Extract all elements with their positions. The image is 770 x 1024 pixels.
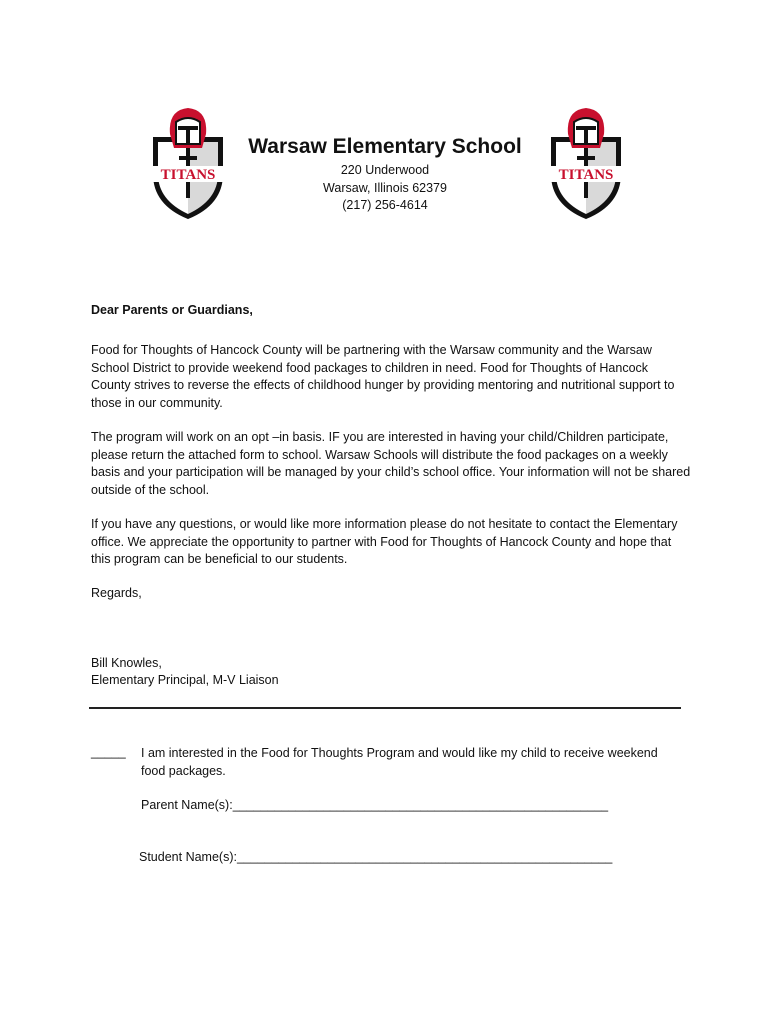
interest-checkbox-blank[interactable]: _____ <box>91 745 126 759</box>
parent-name-label: Parent Name(s): <box>141 798 233 812</box>
divider-line <box>89 707 681 709</box>
student-name-line[interactable]: ______________________________________________________ <box>236 850 613 864</box>
svg-text:TITANS: TITANS <box>160 167 216 183</box>
student-name-field[interactable] <box>139 850 612 864</box>
paragraph-2: The program will work on an opt –in basis. IF you are interested in having your child/Children participate, please return the attached form to school. Warsaw Schools will distribute the food packages on a weekly basis and your participation will be managed by your child’s school office. Your information will not be shared outside of the school. <box>91 430 691 497</box>
parent-name-line[interactable]: ______________________________________________________ <box>232 798 609 812</box>
signer-name: Bill Knowles, <box>91 656 162 670</box>
closing: Regards, <box>91 586 142 600</box>
interest-statement: I am interested in the Food for Thoughts Program and would like my child to receive weekend food packages. <box>141 746 658 778</box>
paragraph-1: Food for Thoughts of Hancock County will be partnering with the Warsaw community and the Warsaw School District to provide weekend food packages to children in need. Food for Thoughts of Hancock County strives to reverse the effects of childhood hunger by providing mentoring and nutritional support to those in our community. <box>91 343 675 410</box>
school-name: Warsaw Elementary School <box>248 135 522 158</box>
greeting: Dear Parents or Guardians, <box>91 303 253 317</box>
paragraph-3: If you have any questions, or would like more information please do not hesitate to contact the Elementary office. We appreciate the opportunity to partner with Food for Thoughts of Hancock County and hope that this program can be beneficial to our students. <box>91 517 678 566</box>
address-line-2: Warsaw, Illinois 62379 <box>323 181 447 195</box>
signer-title: Elementary Principal, M-V Liaison <box>91 673 279 687</box>
phone-number: (217) 256-4614 <box>342 198 428 212</box>
address-line-1: 220 Underwood <box>340 163 430 177</box>
parent-name-field[interactable] <box>141 798 608 812</box>
svg-text:TITANS: TITANS <box>558 167 614 183</box>
student-name-label: Student Name(s): <box>139 850 237 864</box>
